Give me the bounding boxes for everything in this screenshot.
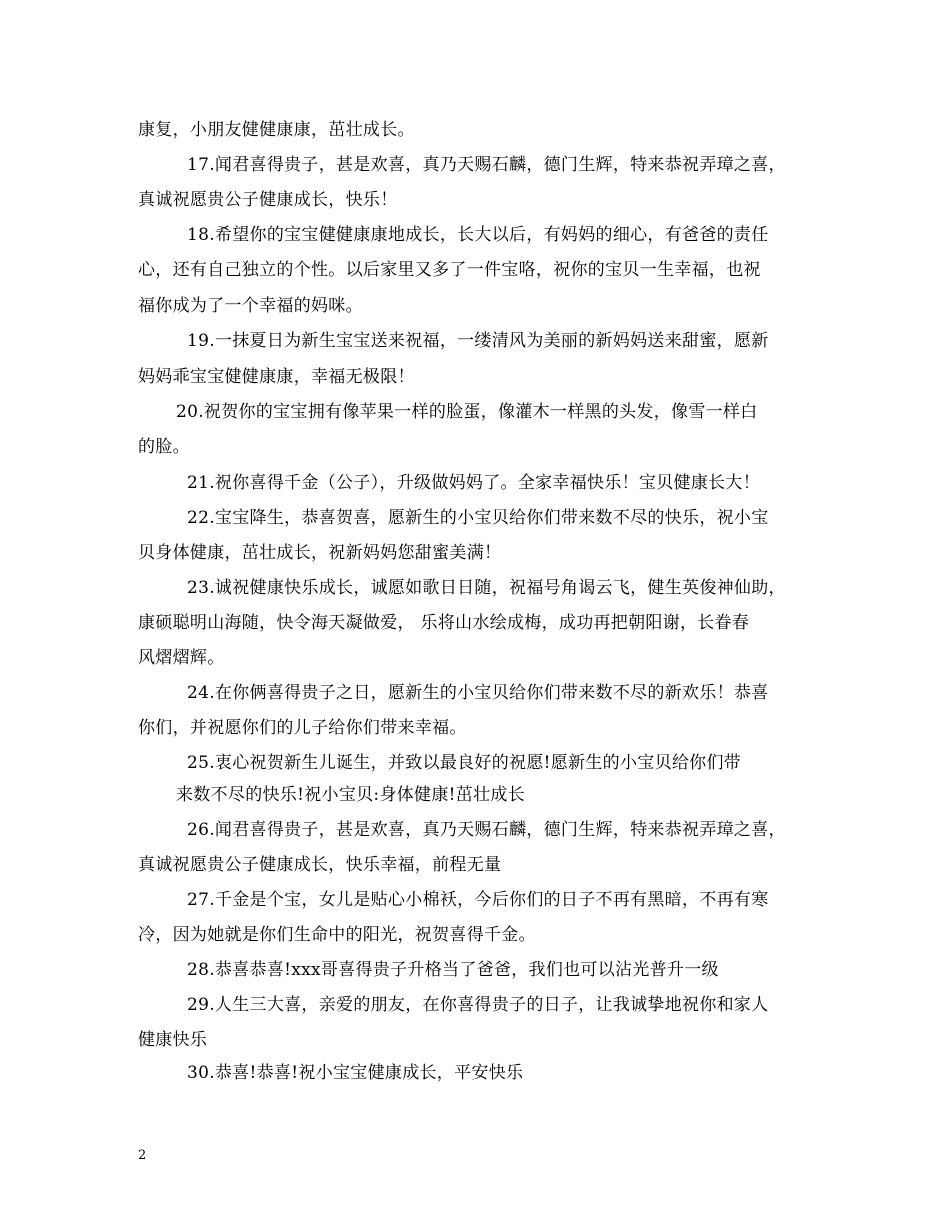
text-line: 真诚祝愿贵公子健康成长，快乐！: [138, 190, 398, 210]
text-line: 24.在你俩喜得贵子之日，愿新生的小宝贝给你们带来数不尽的新欢乐！恭喜: [187, 683, 769, 703]
text-line: 27.千金是个宝，女儿是贴心小棉袄，今后你们的日子不再有黑暗，不再有寒: [187, 890, 769, 910]
text-line: 23.诚祝健康快乐成长，诚愿如歌日日随，祝福号角谒云飞，健生英俊神仙助，: [187, 578, 786, 598]
text-line: 18.希望你的宝宝健健康康地成长，长大以后，有妈妈的细心，有爸爸的责任: [187, 225, 769, 245]
text-line: 福你成为了一个幸福的妈咪。: [138, 296, 363, 316]
page-number: 2: [138, 1148, 147, 1163]
text-line: 22.宝宝降生，恭喜贺喜，愿新生的小宝贝给你们带来数不尽的快乐，祝小宝: [187, 508, 769, 528]
text-line: 冷，因为她就是你们生命中的阳光，祝贺喜得千金。: [138, 925, 536, 945]
text-line: 真诚祝愿贵公子健康成长，快乐幸福，前程无量: [138, 855, 502, 875]
text-line: 康硕聪明山海随，快令海天凝做爱， 乐将山水绘成梅，成功再把朝阳谢，长眷春: [138, 613, 750, 633]
text-line: 20.祝贺你的宝宝拥有像苹果一样的脸蛋，像灌木一样黑的头发，像雪一样白: [176, 402, 758, 422]
text-line: 妈妈乖宝宝健健康康，幸福无极限！: [138, 367, 415, 387]
text-line: 29.人生三大喜，亲爱的朋友，在你喜得贵子的日子，让我诚挚地祝你和家人: [187, 995, 769, 1015]
text-line: 来数不尽的快乐!祝小宝贝:身体健康!茁壮成长: [176, 785, 525, 805]
text-line: 30.恭喜!恭喜!祝小宝宝健康成长，平安快乐: [187, 1063, 524, 1083]
text-line: 你们，并祝愿你们的儿子给你们带来幸福。: [138, 718, 467, 738]
text-line: 26.闻君喜得贵子，甚是欢喜，真乃天赐石麟，德门生辉，特来恭祝弄璋之喜，: [187, 820, 786, 840]
text-line: 康复，小朋友健健康康，茁壮成长。: [138, 120, 415, 140]
text-line: 的脸。: [138, 437, 190, 457]
text-line: 25.衷心祝贺新生儿诞生，并致以最良好的祝愿!愿新生的小宝贝给你们带: [187, 753, 742, 773]
text-line: 17.闻君喜得贵子，甚是欢喜，真乃天赐石麟，德门生辉，特来恭祝弄璋之喜，: [187, 155, 786, 175]
text-line: 健康快乐: [138, 1030, 208, 1050]
text-line: 贝身体健康，茁壮成长，祝新妈妈您甜蜜美满！: [138, 543, 502, 563]
text-line: 21.祝你喜得千金（公子），升级做妈妈了。全家幸福快乐！宝贝健康长大！: [187, 473, 761, 493]
text-line: 28.恭喜恭喜!xxx哥喜得贵子升格当了爸爸，我们也可以沾光普升一级: [187, 960, 719, 980]
text-line: 风熠熠辉。: [138, 648, 225, 668]
text-line: 19.一抹夏日为新生宝宝送来祝福，一缕清风为美丽的新妈妈送来甜蜜，愿新: [187, 331, 769, 351]
text-line: 心，还有自己独立的个性。以后家里又多了一件宝咯，祝你的宝贝一生幸福，也祝: [138, 260, 761, 280]
